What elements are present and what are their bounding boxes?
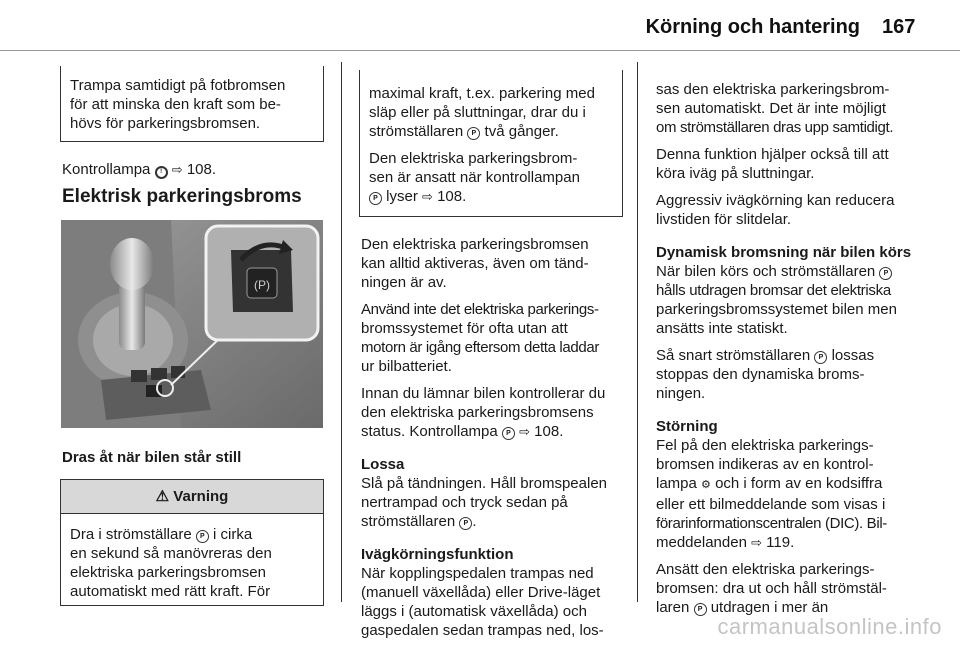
- wrench-warning-icon: ⚙: [701, 479, 711, 491]
- text-line: om strömställaren dras upp samtidigt.: [656, 119, 894, 136]
- header-divider: [0, 50, 960, 51]
- text-line: [361, 422, 623, 441]
- text-line: stoppas den dynamiska broms-: [656, 366, 865, 383]
- text-line: parkeringsbromssystemet bilen men: [656, 301, 897, 318]
- warning-header: [61, 480, 323, 514]
- note-box-continued: [60, 66, 324, 142]
- text-line: ansätts inte statiskt.: [656, 320, 788, 337]
- watermark: carmanualsonline.info: [717, 614, 942, 639]
- parking-brake-icon: P: [879, 267, 892, 280]
- kontrollampa-line: [62, 160, 324, 179]
- page-ref-arrow-icon: ⇨: [519, 424, 530, 439]
- page-number: 167: [882, 16, 916, 38]
- brake-warning-icon: !: [155, 166, 168, 179]
- text-line: Denna funktion hjälper också till att: [656, 146, 889, 163]
- text-span: två gånger.: [484, 123, 559, 140]
- text-span: Kontrollampa: [62, 161, 151, 178]
- text-line: automatiskt med rätt kraft. För: [70, 583, 271, 600]
- column-3: [656, 80, 924, 625]
- parking-brake-icon: P: [467, 127, 480, 140]
- text-line: Slå på tändningen. Håll bromspealen: [361, 475, 607, 492]
- column-2: [361, 66, 623, 648]
- text-line: Innan du lämnar bilen kontrollerar du: [361, 385, 606, 402]
- page-ref-arrow-icon: ⇨: [751, 535, 762, 550]
- text-line: köra iväg på sluttningar.: [656, 165, 815, 182]
- text-line: [369, 187, 614, 206]
- subheading: Dynamisk bromsning när bilen körs: [656, 244, 912, 261]
- text-span: strömställaren: [361, 513, 456, 530]
- text-span: Så snart strömställaren: [656, 347, 811, 364]
- text-span: status. Kontrollampa: [361, 423, 498, 440]
- text-span: meddelanden: [656, 534, 747, 551]
- text-line: Den elektriska parkeringsbromsen: [361, 236, 589, 253]
- parking-brake-icon: P: [814, 351, 827, 364]
- text-span: Dra i strömställare: [70, 526, 192, 543]
- text-line: förarinformationscentralen (DIC). Bil-: [656, 515, 887, 532]
- text-line: hålls utdragen bromsar det elektriska: [656, 282, 891, 299]
- dynamic-braking-section: [656, 243, 924, 338]
- page-ref-arrow-icon: ⇨: [422, 189, 433, 204]
- fault-section: [656, 417, 924, 552]
- text-line: Ansätt den elektriska parkerings-: [656, 561, 875, 578]
- column-1: [62, 66, 324, 606]
- text-line: [361, 512, 623, 531]
- text-line: När kopplingspedalen trampas ned: [361, 565, 594, 582]
- text-line: bromsen indikeras av en kontrol-: [656, 456, 874, 473]
- ivag-section: [361, 545, 623, 640]
- text-para: [656, 560, 924, 617]
- text-line: [656, 262, 924, 281]
- warning-title: Varning: [173, 488, 229, 505]
- text-para: [361, 300, 623, 376]
- svg-text:(P): (P): [254, 278, 270, 292]
- text-line: Fel på den elektriska parkerings-: [656, 437, 874, 454]
- text-line: [656, 533, 924, 552]
- text-line: bromssystemet för ofta utan att: [361, 320, 568, 337]
- text-line: sen automatiskt. Det är inte möjligt: [656, 100, 887, 117]
- text-line: bromsen: dra ut och håll strömstäl-: [656, 580, 887, 597]
- text-line: för att minska den kraft som be-: [70, 96, 281, 113]
- text-span: När bilen körs och strömställaren: [656, 263, 876, 280]
- text-span: i cirka: [213, 526, 253, 543]
- text-line: elektriska parkeringsbromsen: [70, 564, 266, 581]
- text-line: ur bilbatteriet.: [361, 358, 452, 375]
- column-divider-2: [637, 62, 638, 602]
- text-para: [656, 80, 924, 137]
- text-para: [656, 191, 924, 229]
- parking-brake-icon: P: [502, 427, 515, 440]
- page-ref-arrow-icon: ⇨: [171, 162, 183, 177]
- text-span: och i form av en kodsiffra: [715, 475, 883, 492]
- text-line: släp eller på sluttningar, drar du i: [369, 104, 586, 121]
- text-line: hövs för parkeringsbromsen.: [70, 115, 261, 132]
- text-span: lyser: [386, 188, 418, 205]
- warning-body: [61, 514, 323, 605]
- lossa-section: [361, 455, 623, 531]
- text-span: .: [472, 513, 477, 530]
- text-line: Använd inte det elektriska parkerings-: [361, 301, 599, 318]
- text-span: lampa: [656, 475, 697, 492]
- warning-triangle-icon: ⚠: [155, 488, 170, 505]
- text-span: strömställaren: [369, 123, 464, 140]
- text-line: livstiden för slitdelar.: [656, 211, 792, 228]
- subheading: Lossa: [361, 456, 405, 473]
- page-ref: 119.: [766, 534, 795, 551]
- warning-box: [60, 479, 324, 606]
- parking-brake-icon: P: [694, 603, 707, 616]
- text-line: sas den elektriska parkeringsbrom-: [656, 81, 890, 98]
- parking-brake-icon: P: [196, 530, 209, 543]
- text-para: [361, 384, 623, 441]
- text-span: utdragen i mer än: [710, 599, 829, 616]
- text-para: [369, 149, 614, 206]
- text-line: ningen.: [656, 385, 706, 402]
- figure-caption: Dras åt när bilen står still: [62, 449, 242, 466]
- text-line: Den elektriska parkeringsbrom-: [369, 150, 578, 167]
- text-span: lossas: [831, 347, 875, 364]
- text-line: den elektriska parkeringsbromsens: [361, 404, 594, 421]
- text-para: [656, 145, 924, 183]
- text-line: motorn är igång eftersom detta laddar: [361, 339, 600, 356]
- text-line: en sekund så manövreras den: [70, 545, 272, 562]
- text-line: läggs i (automatisk växellåda) och: [361, 603, 587, 620]
- page-ref: 108.: [534, 423, 564, 440]
- parking-brake-icon: P: [369, 192, 382, 205]
- parking-brake-switch-illustration: [61, 220, 323, 428]
- chapter-title: Körning och hantering: [645, 16, 860, 38]
- parking-brake-icon: P: [459, 517, 472, 530]
- subheading: Störning: [656, 418, 718, 435]
- subheading: Ivägkörningsfunktion: [361, 546, 514, 563]
- text-line: [656, 474, 924, 495]
- section-heading: Elektrisk parkeringsbroms: [62, 186, 302, 207]
- text-para: [656, 346, 924, 403]
- warning-box-continued: [359, 70, 623, 217]
- page-ref: 108.: [186, 161, 217, 178]
- text-line: sen är ansatt när kontrollampan: [369, 169, 580, 186]
- text-line: [70, 525, 315, 544]
- text-line: kan alltid aktiveras, även om tänd-: [361, 255, 589, 272]
- text-line: ningen är av.: [361, 274, 447, 291]
- text-para: [361, 235, 623, 292]
- text-line: [656, 346, 924, 365]
- text-span: laren: [656, 599, 690, 616]
- text-line: eller ett bilmeddelande som visas i: [656, 496, 886, 513]
- column-divider-1: [341, 62, 342, 602]
- text-para: [369, 84, 614, 141]
- text-line: Aggressiv ivägkörning kan reducera: [656, 192, 895, 209]
- text-line: [369, 122, 614, 141]
- text-line: Trampa samtidigt på fotbromsen: [70, 77, 286, 94]
- text-line: gaspedalen sedan trampas ned, los-: [361, 622, 604, 639]
- text-line: nertrampad och tryck sedan på: [361, 494, 568, 511]
- page-ref: 108.: [437, 188, 467, 205]
- text-line: maximal kraft, t.ex. parkering med: [369, 85, 595, 102]
- text-line: (manuell växellåda) eller Drive-läget: [361, 584, 601, 601]
